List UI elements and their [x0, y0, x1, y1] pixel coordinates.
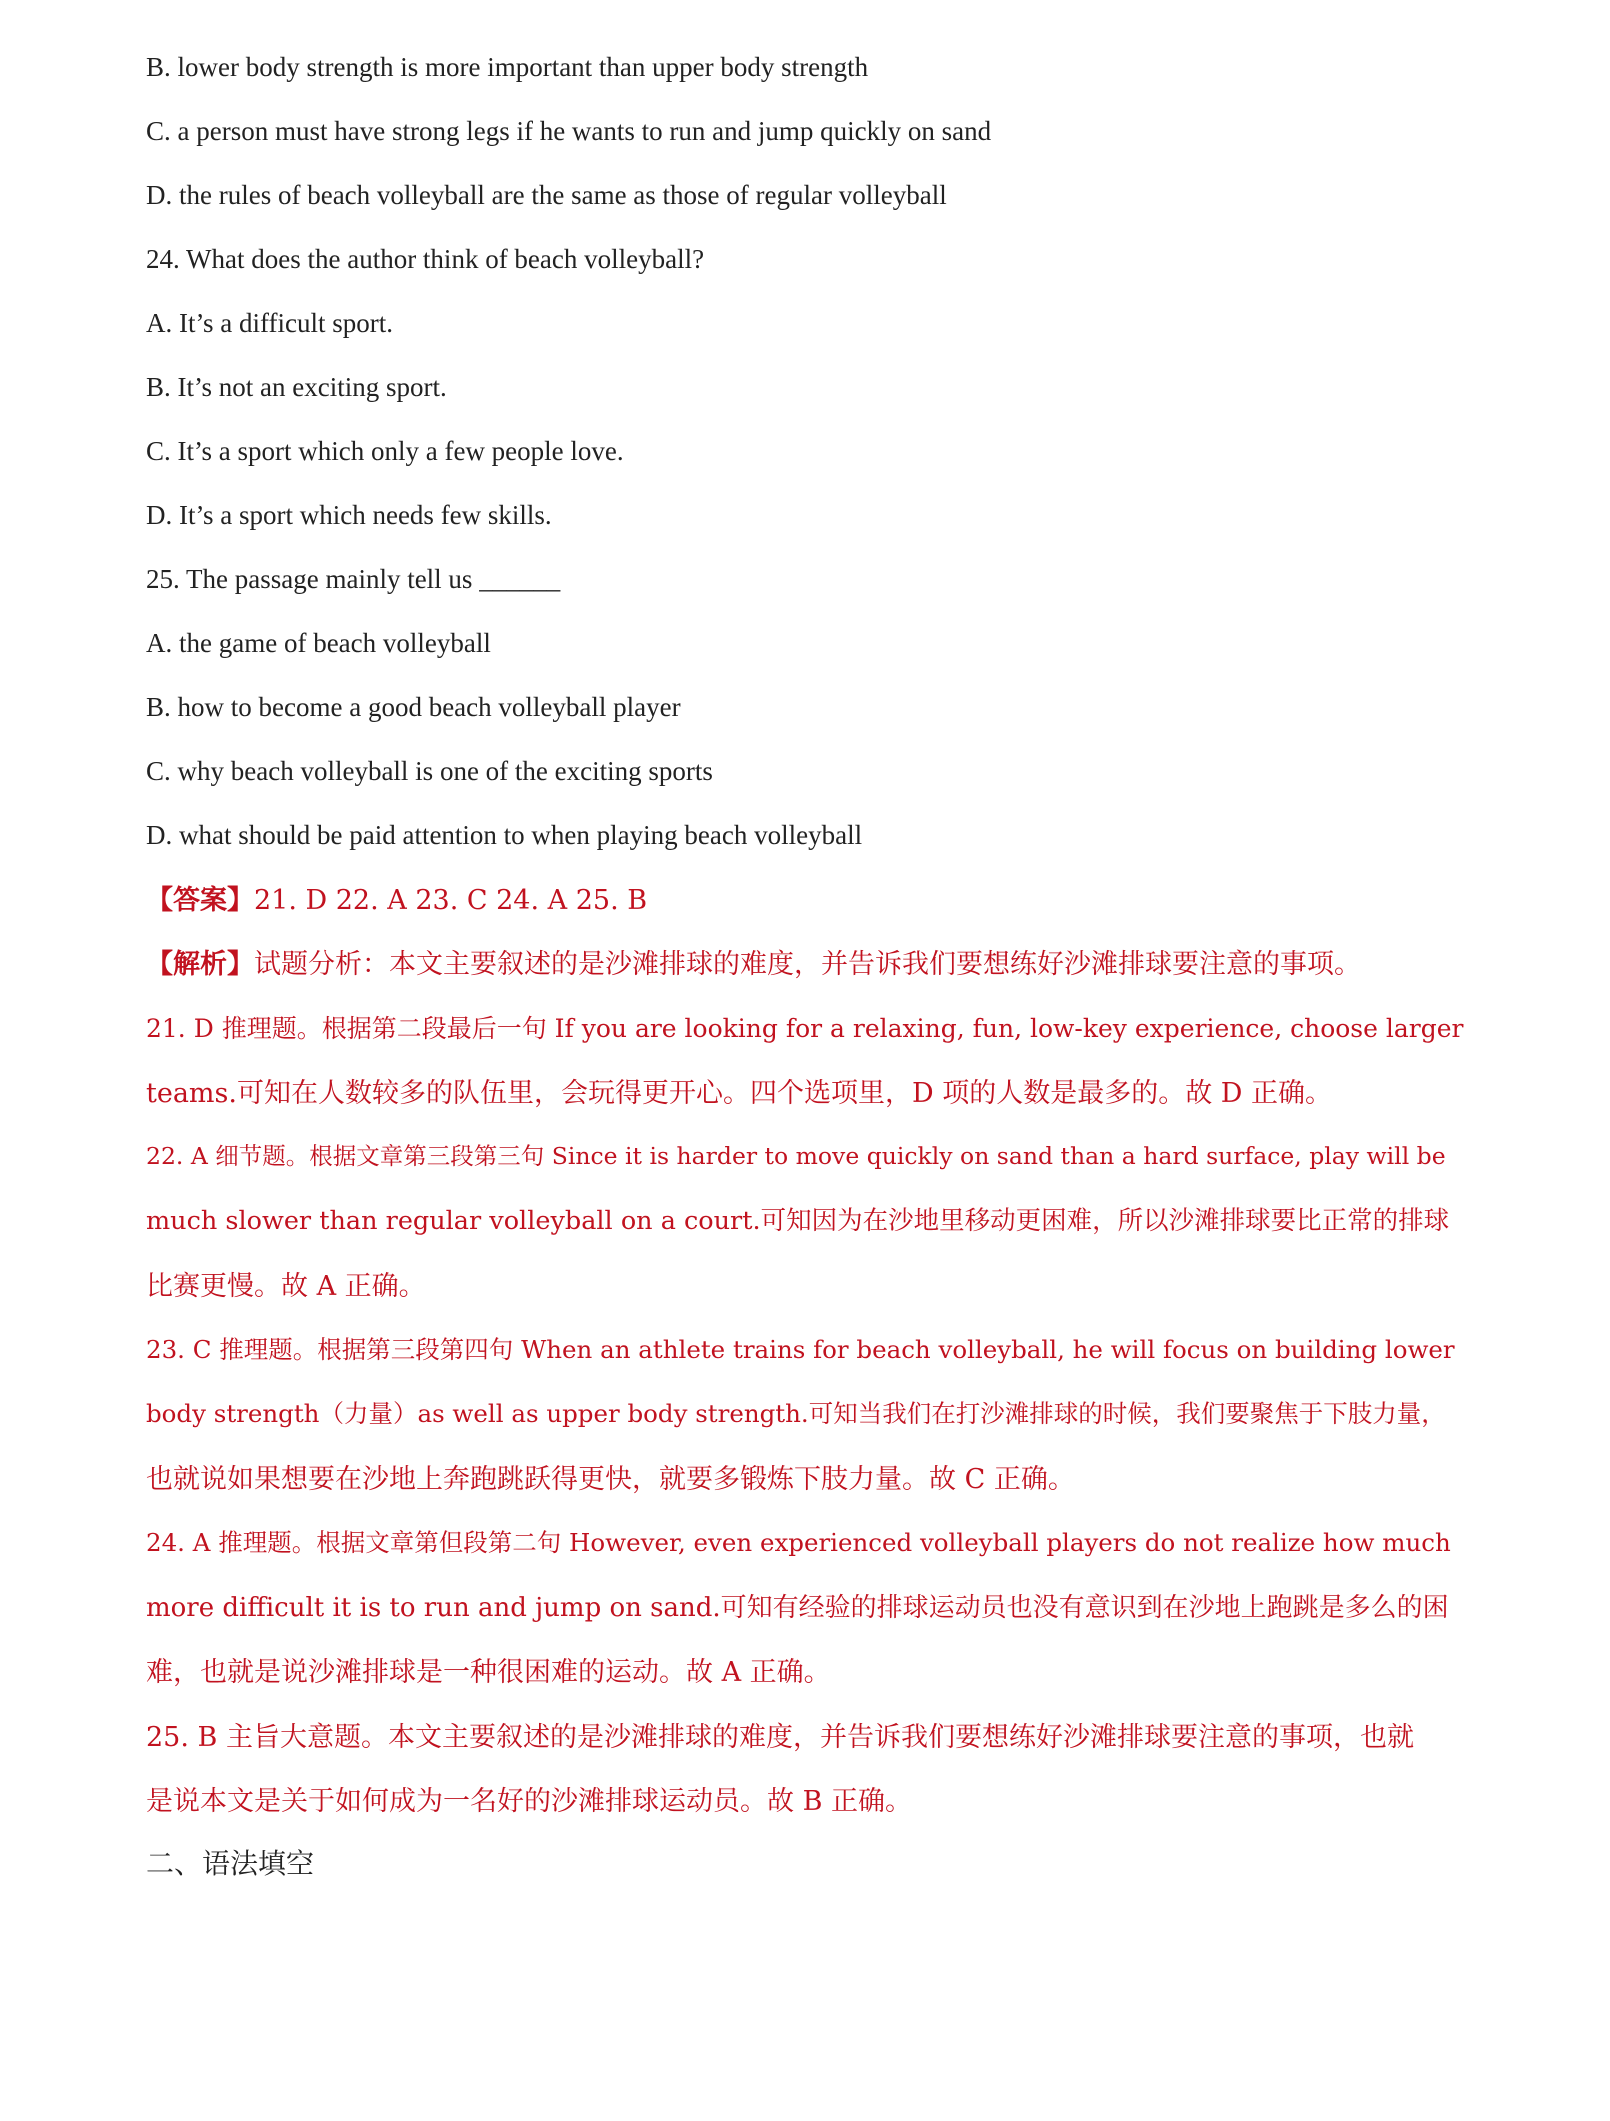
question-25-option-b: B. how to become a good beach volleyball player: [146, 692, 681, 722]
analysis-21-line-2: teams.可知在人数较多的队伍里，会玩得更开心。四个选项里，D 项的人数是最多的。故 D 正确。: [146, 1078, 1333, 1109]
question-24-option-a: A. It’s a difficult sport.: [146, 308, 393, 338]
question-24-stem: 24. What does the author think of beach volleyball?: [146, 244, 705, 274]
question-23-option-b: B. lower body strength is more important than upper body strength: [146, 52, 869, 82]
analysis-23-line-1: 23. C 推理题。根据第三段第四句 When an athlete trains for beach volleyball, he will focus on building lower: [146, 1335, 1455, 1364]
question-24-option-b: B. It’s not an exciting sport.: [146, 372, 447, 402]
question-25-option-d: D. what should be paid attention to when playing beach volleyball: [146, 820, 863, 850]
analysis-intro-line: [146, 951, 1361, 978]
question-25-option-c: C. why beach volleyball is one of the exciting sports: [146, 756, 713, 786]
answer-text: 21. D 22. A 23. C 24. A 25. B: [254, 885, 648, 916]
analysis-22-line-2: much slower than regular volleyball on a court.可知因为在沙地里移动更困难，所以沙滩排球要比正常的排球: [146, 1206, 1450, 1236]
analysis-21-line-1: 21. D 推理题。根据第二段最后一句 If you are looking for a relaxing, fun, low-key experience, choose larger: [146, 1014, 1464, 1043]
question-24-option-d: D. It’s a sport which needs few skills.: [146, 500, 552, 530]
question-23-option-d: D. the rules of beach volleyball are the same as those of regular volleyball: [146, 180, 947, 210]
answer-line: [146, 887, 647, 914]
analysis-23-line-3: 也就说如果想要在沙地上奔跑跳跃得更快，就要多锻炼下肢力量。故 C 正确。: [146, 1464, 1075, 1495]
question-25-stem: 25. The passage mainly tell us ______: [146, 564, 561, 594]
analysis-24-line-2: more difficult it is to run and jump on sand.可知有经验的排球运动员也没有意识到在沙地上跑跳是多么的困: [146, 1593, 1449, 1623]
answer-label: 【答案】: [146, 885, 254, 916]
question-24-option-c: C. It’s a sport which only a few people love.: [146, 436, 624, 466]
section-heading: 二、语法填空: [146, 1847, 315, 1880]
analysis-22-line-1: 22. A 细节题。根据文章第三段第三句 Since it is harder to move quickly on sand than a hard surface, play will be: [146, 1142, 1446, 1170]
analysis-25-line-2: 是说本文是关于如何成为一名好的沙滩排球运动员。故 B 正确。: [146, 1786, 913, 1817]
question-23-option-c: C. a person must have strong legs if he wants to run and jump quickly on sand: [146, 116, 992, 146]
analysis-24-line-1: 24. A 推理题。根据文章第但段第二句 However, even experienced volleyball players do not realize how much: [146, 1528, 1451, 1557]
analysis-22-line-3: 比赛更慢。故 A 正确。: [146, 1271, 426, 1302]
question-25-option-a: A. the game of beach volleyball: [146, 628, 491, 658]
analysis-intro: 试题分析：本文主要叙述的是沙滩排球的难度，并告诉我们要想练好沙滩排球要注意的事项。: [254, 949, 1361, 980]
analysis-label: 【解析】: [146, 949, 254, 980]
analysis-24-line-3: 难，也就是说沙滩排球是一种很困难的运动。故 A 正确。: [146, 1657, 831, 1688]
analysis-25-line-1: 25. B 主旨大意题。本文主要叙述的是沙滩排球的难度，并告诉我们要想练好沙滩排球要注意的事项，也就: [146, 1722, 1414, 1753]
analysis-23-line-2: body strength（力量）as well as upper body strength.可知当我们在打沙滩排球的时候，我们要聚焦于下肢力量，: [146, 1399, 1446, 1428]
